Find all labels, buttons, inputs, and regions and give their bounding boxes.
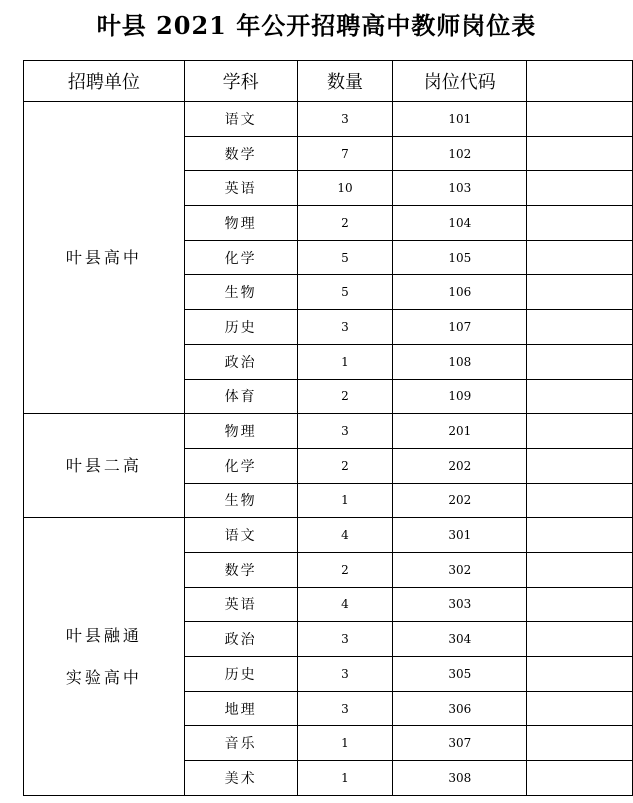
unit-name-line: 叶县二高 xyxy=(65,455,142,475)
count-cell: 3 xyxy=(297,657,393,692)
header-count: 数量 xyxy=(297,61,393,102)
code-cell: 302 xyxy=(393,552,527,587)
count-cell: 7 xyxy=(297,136,393,171)
blank-cell xyxy=(527,587,633,622)
code-cell: 105 xyxy=(393,240,527,275)
count-cell: 2 xyxy=(297,448,393,483)
blank-cell xyxy=(527,206,633,241)
blank-cell xyxy=(527,379,633,414)
blank-cell xyxy=(527,240,633,275)
subject-cell: 英语 xyxy=(184,171,297,206)
blank-cell xyxy=(527,483,633,518)
code-cell: 307 xyxy=(393,726,527,761)
code-cell: 301 xyxy=(393,518,527,553)
header-row xyxy=(24,61,633,102)
count-cell: 2 xyxy=(297,206,393,241)
code-cell: 303 xyxy=(393,587,527,622)
subject-cell: 生物 xyxy=(184,275,297,310)
blank-cell xyxy=(527,275,633,310)
code-cell: 104 xyxy=(393,206,527,241)
count-cell: 1 xyxy=(297,344,393,379)
table-row xyxy=(24,518,633,553)
count-cell: 1 xyxy=(297,761,393,796)
code-cell: 304 xyxy=(393,622,527,657)
count-cell: 3 xyxy=(297,622,393,657)
blank-cell xyxy=(527,657,633,692)
code-cell: 308 xyxy=(393,761,527,796)
header-subject: 学科 xyxy=(184,61,297,102)
subject-cell: 语文 xyxy=(184,102,297,137)
count-cell: 5 xyxy=(297,240,393,275)
blank-cell xyxy=(527,171,633,206)
subject-cell: 数学 xyxy=(184,136,297,171)
blank-cell xyxy=(527,552,633,587)
blank-cell xyxy=(527,136,633,171)
code-cell: 101 xyxy=(393,102,527,137)
unit-name-line: 叶县高中 xyxy=(65,247,142,267)
code-cell: 107 xyxy=(393,310,527,345)
count-cell: 4 xyxy=(297,587,393,622)
blank-cell xyxy=(527,414,633,449)
code-cell: 306 xyxy=(393,691,527,726)
count-cell: 1 xyxy=(297,483,393,518)
count-cell: 5 xyxy=(297,275,393,310)
code-cell: 108 xyxy=(393,344,527,379)
subject-cell: 历史 xyxy=(184,310,297,345)
unit-name-line: 叶县融通 xyxy=(65,625,142,645)
code-cell: 305 xyxy=(393,657,527,692)
blank-cell xyxy=(527,102,633,137)
code-cell: 103 xyxy=(393,171,527,206)
subject-cell: 音乐 xyxy=(184,726,297,761)
subject-cell: 政治 xyxy=(184,622,297,657)
code-cell: 202 xyxy=(393,448,527,483)
unit-cell xyxy=(24,414,185,518)
subject-cell: 化学 xyxy=(184,240,297,275)
header-code: 岗位代码 xyxy=(393,61,527,102)
code-cell: 201 xyxy=(393,414,527,449)
blank-cell xyxy=(527,448,633,483)
subject-cell: 体育 xyxy=(184,379,297,414)
count-cell: 2 xyxy=(297,379,393,414)
page-title: 叶县 2021 年公开招聘高中教师岗位表 xyxy=(96,11,537,40)
code-cell: 102 xyxy=(393,136,527,171)
subject-cell: 物理 xyxy=(184,414,297,449)
table-body xyxy=(24,102,633,796)
code-cell: 106 xyxy=(393,275,527,310)
unit-cell xyxy=(24,102,185,414)
subject-cell: 英语 xyxy=(184,587,297,622)
blank-cell xyxy=(527,622,633,657)
subject-cell: 生物 xyxy=(184,483,297,518)
count-cell: 2 xyxy=(297,552,393,587)
unit-name-line: 实验高中 xyxy=(65,667,142,687)
count-cell: 1 xyxy=(297,726,393,761)
subject-cell: 历史 xyxy=(184,657,297,692)
subject-cell: 政治 xyxy=(184,344,297,379)
count-cell: 3 xyxy=(297,102,393,137)
header-unit: 招聘单位 xyxy=(24,61,185,102)
blank-cell xyxy=(527,691,633,726)
code-cell: 109 xyxy=(393,379,527,414)
subject-cell: 地理 xyxy=(184,691,297,726)
subject-cell: 语文 xyxy=(184,518,297,553)
count-cell: 10 xyxy=(297,171,393,206)
blank-cell xyxy=(527,310,633,345)
unit-cell xyxy=(24,518,185,796)
header-blank xyxy=(527,61,633,102)
table-row xyxy=(24,102,633,137)
blank-cell xyxy=(527,518,633,553)
count-cell: 3 xyxy=(297,310,393,345)
count-cell: 3 xyxy=(297,691,393,726)
count-cell: 3 xyxy=(297,414,393,449)
table-row xyxy=(24,414,633,449)
subject-cell: 美术 xyxy=(184,761,297,796)
blank-cell xyxy=(527,344,633,379)
subject-cell: 数学 xyxy=(184,552,297,587)
code-cell: 202 xyxy=(393,483,527,518)
count-cell: 4 xyxy=(297,518,393,553)
subject-cell: 物理 xyxy=(184,206,297,241)
blank-cell xyxy=(527,761,633,796)
positions-table xyxy=(23,60,633,796)
subject-cell: 化学 xyxy=(184,448,297,483)
blank-cell xyxy=(527,726,633,761)
